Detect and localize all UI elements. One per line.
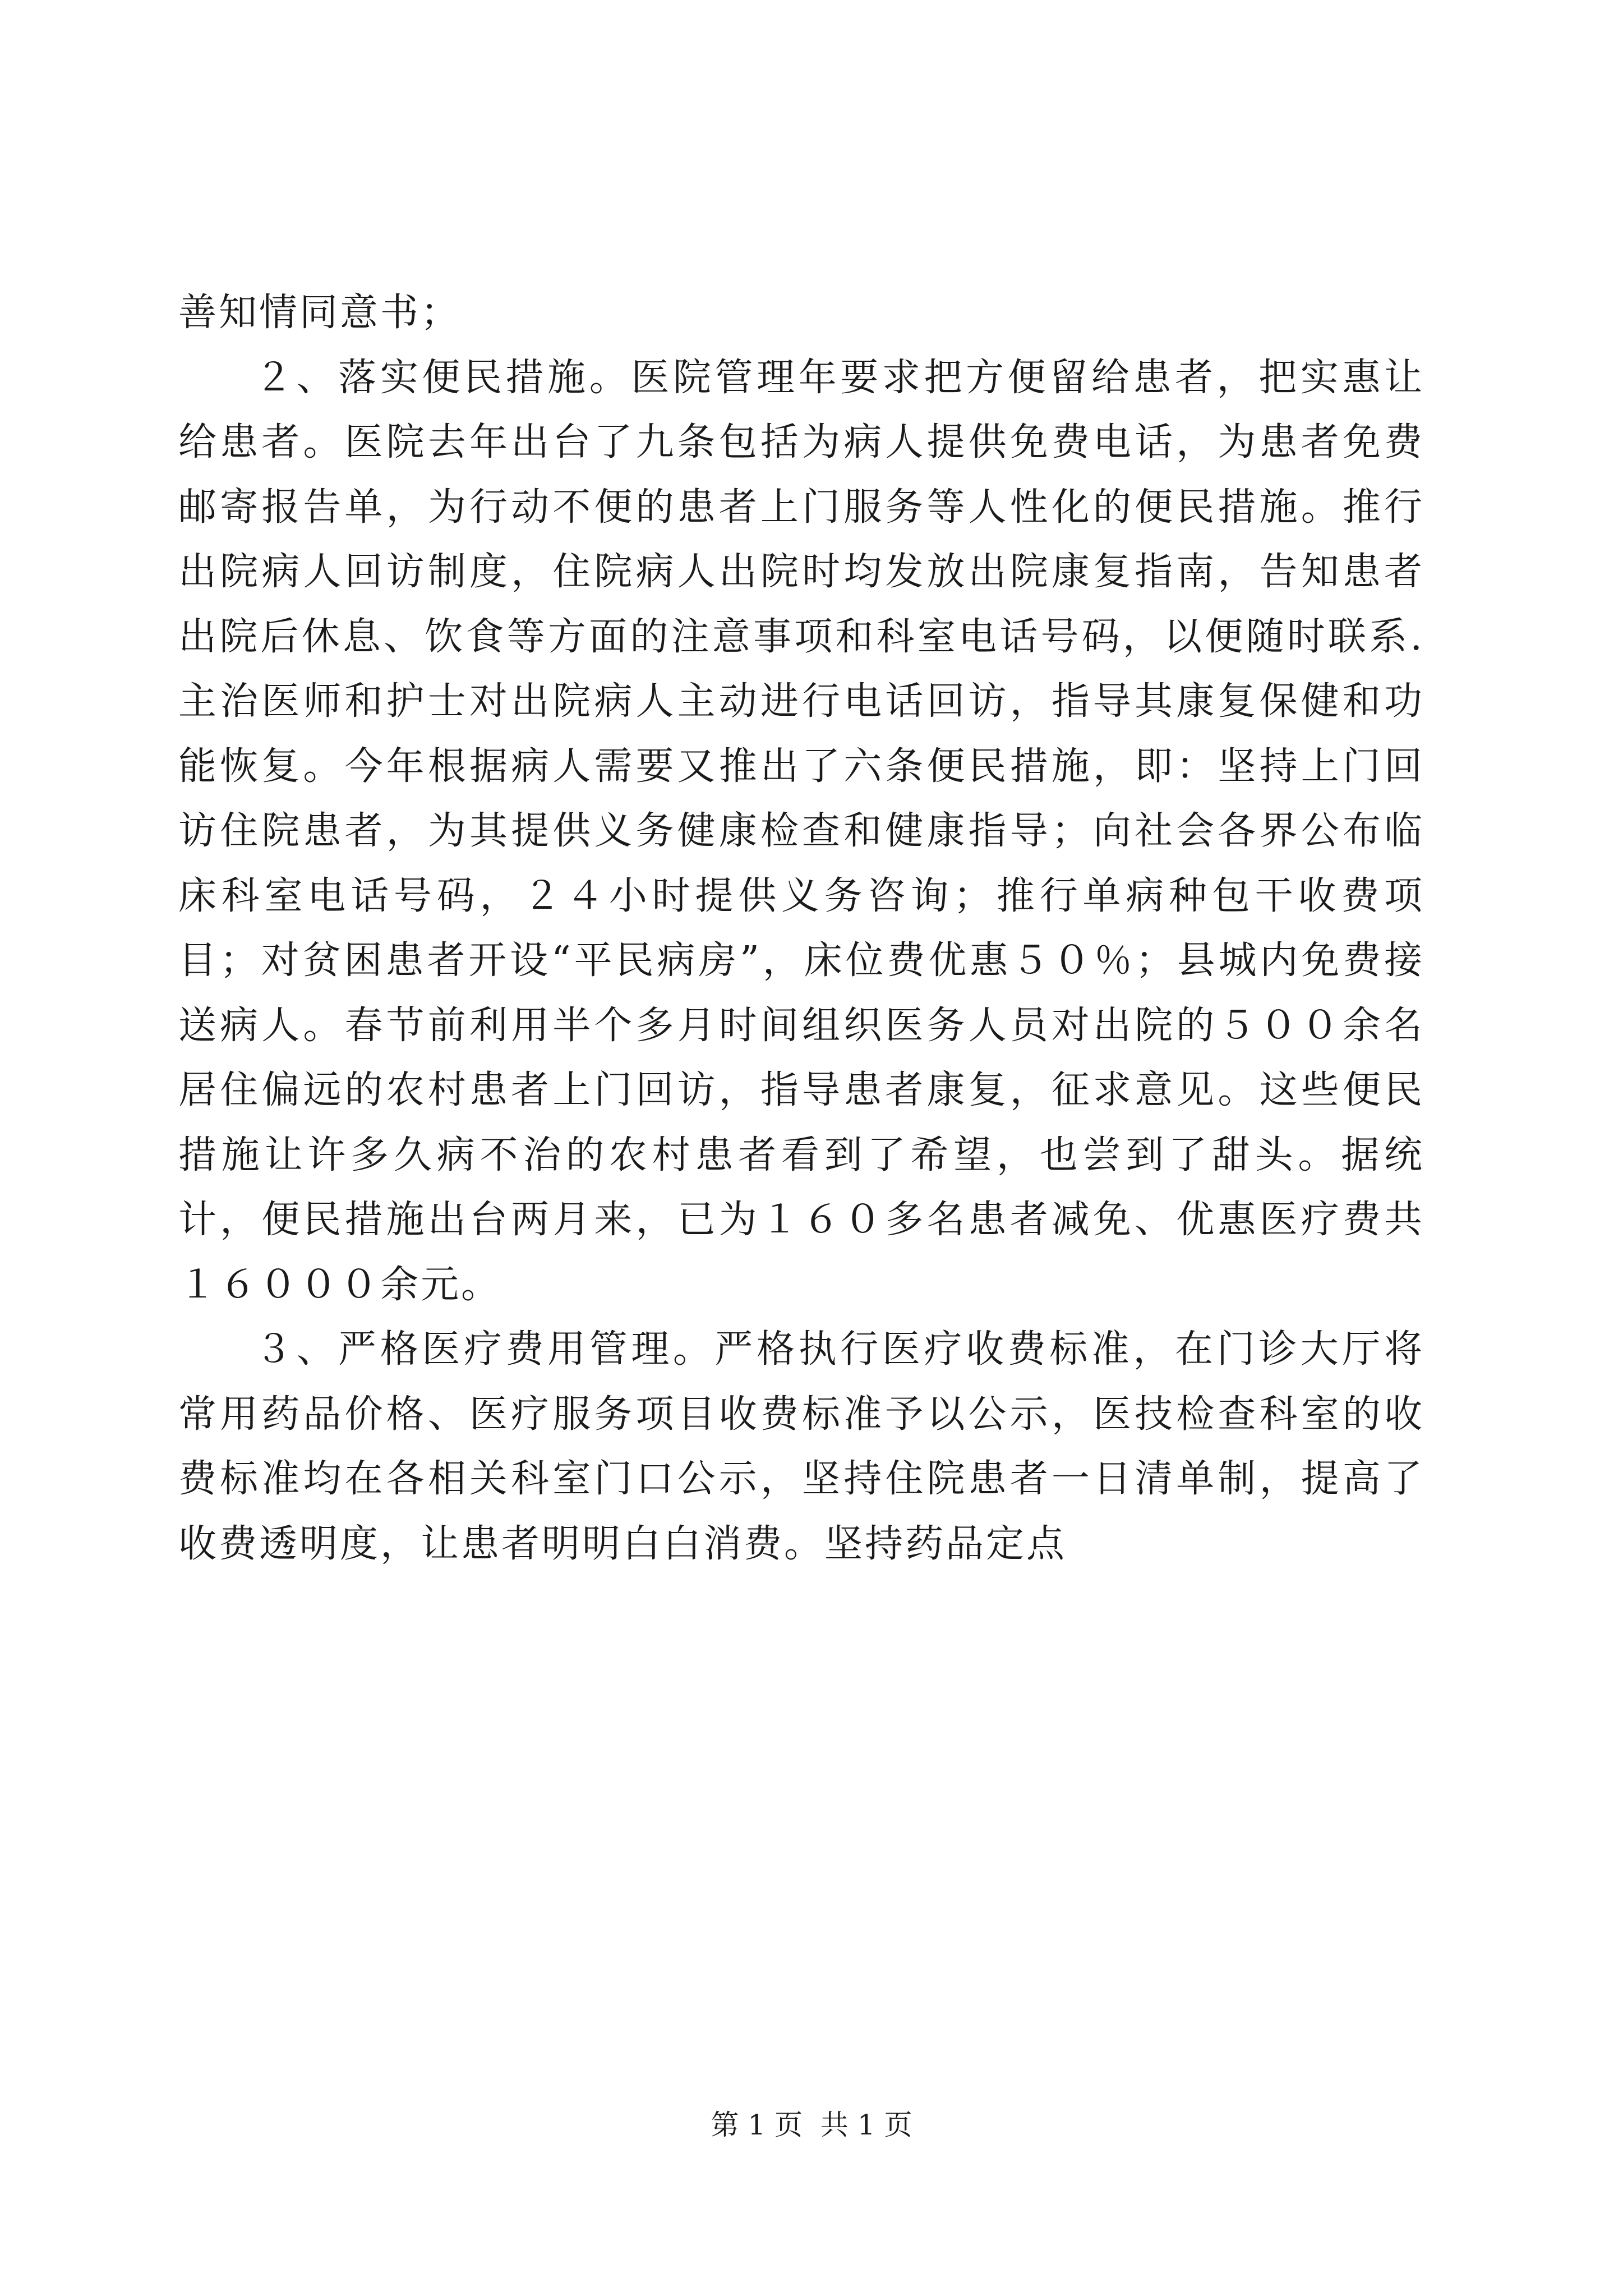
paragraph-continuation: 善知情同意书；: [178, 291, 462, 335]
paragraph-fee-management: ３、严格医疗费用管理。严格执行医疗收费标准，在门诊大厅将常用药品价格、医疗服务项目收费标准予以公示，医技检查科室的收费标准均在各相关科室门口公示，坚持住院患者一日清单制，提高了收费透明度，让患者明明白白消费。坚持药品定点: [178, 1327, 1424, 1566]
page-number-footer: 第 1 页 共 1 页: [711, 2109, 912, 2141]
paragraph-convenience-measures: ２、落实便民措施。医院管理年要求把方便留给患者，把实惠让给患者。医院去年出台了九条包括为病人提供免费电话，为患者免费邮寄报告单，为行动不便的患者上门服务等人性化的便民措施。推行出院病人回访制度，住院病人出院时均发放出院康复指南，告知患者出院后休息、饮食等方面的注意事项和科室电话号码，以便随时联系.主治医师和护士对出院病人主动进行电话回访，指导其康复保健和功能恢复。今年根据病人需要又推出了六条便民措施，即：坚持上门回访住院患者，为其提供义务健康检查和健康指导；向社会各界公布临床科室电话号码，２４小时提供义务咨询；推行单病种包干收费项目；对贫困患者开设“平民病房”，床位费优惠５０％；县城内免费接送病人。春节前利用半个多月时间组织医务人员对出院的５００余名居住偏远的农村患者上门回访，指导患者康复，征求意见。这些便民措施让许多久病不治的农村患者看到了希望，也尝到了甜头。据统计，便民措施出台两月来，已为１６０多名患者减免、优惠医疗费共１６０００余元。: [178, 355, 1424, 1307]
document-body: [178, 280, 1424, 1576]
